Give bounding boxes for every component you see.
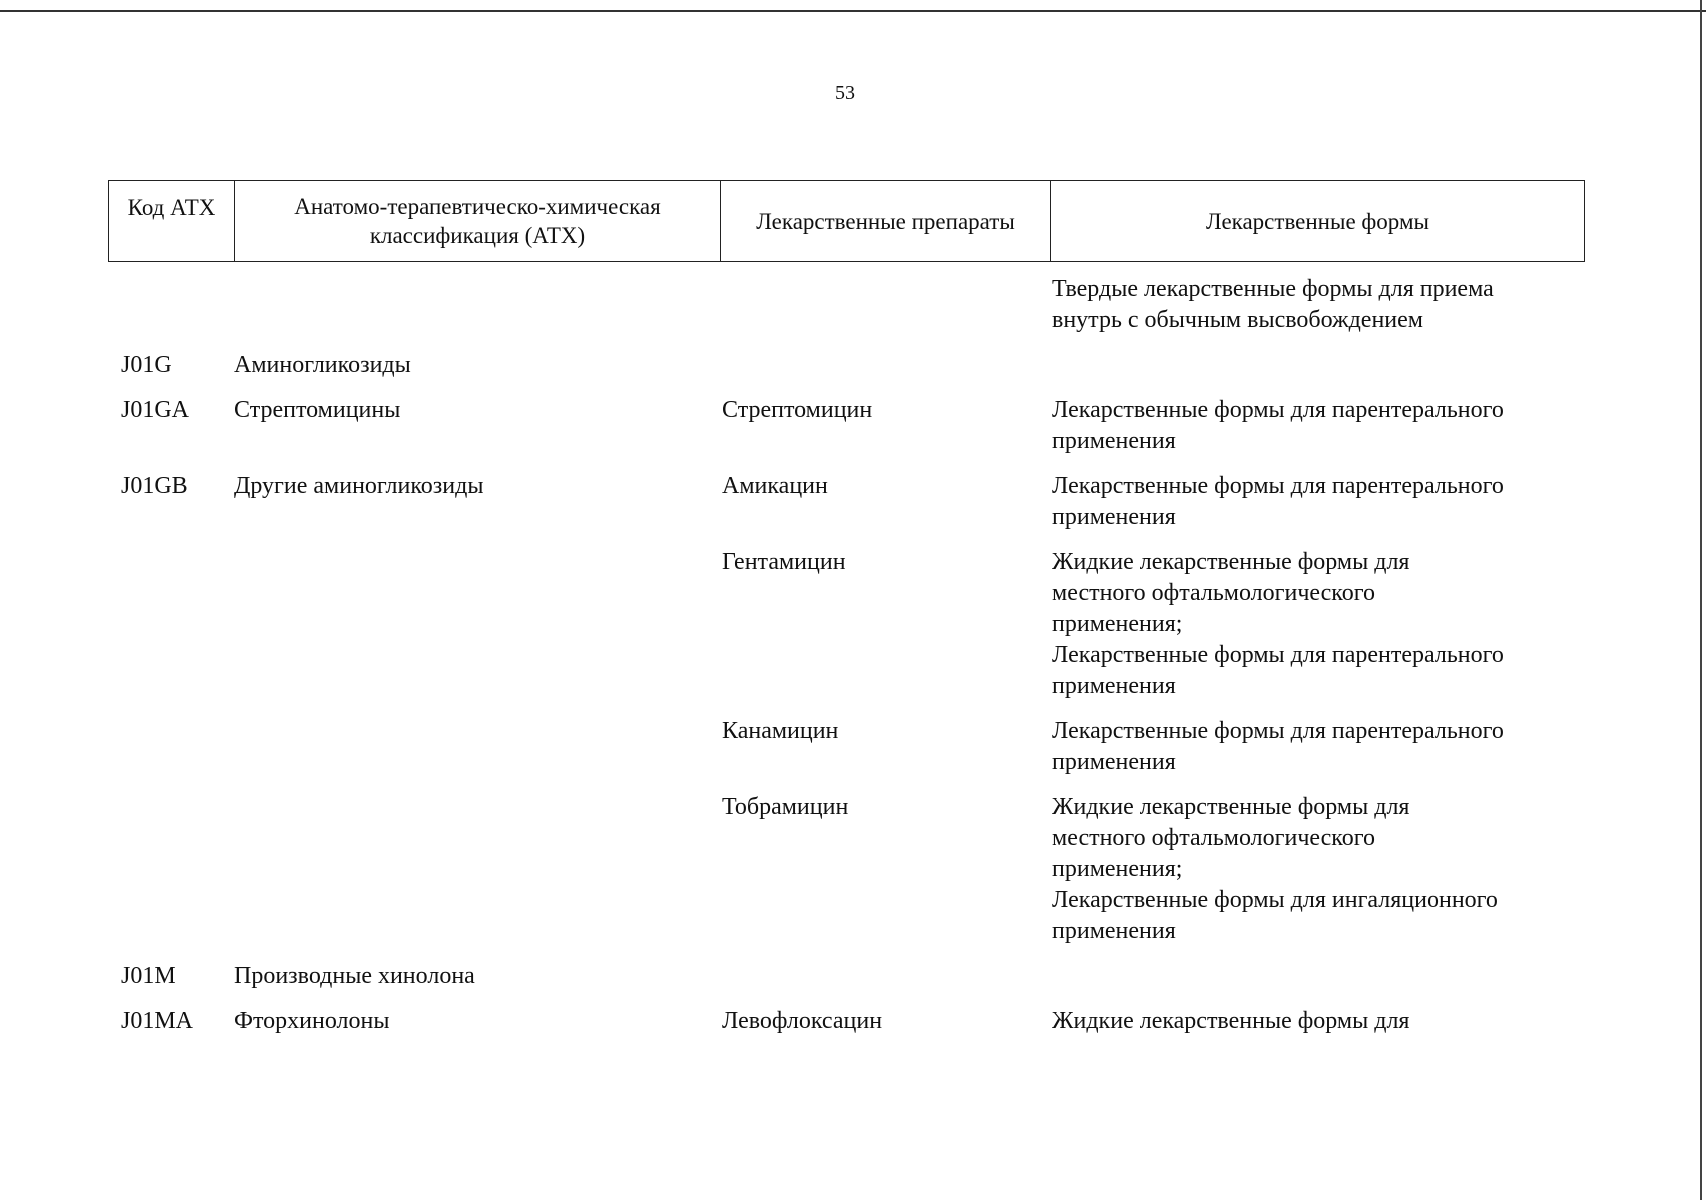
table-header bbox=[108, 180, 1585, 262]
medicine-cell bbox=[710, 961, 1040, 992]
atc-code-cell: J01GB bbox=[121, 473, 188, 499]
atc-name-cell: Аминогликозиды bbox=[234, 352, 411, 378]
header-row bbox=[109, 181, 1585, 262]
atc-code-cell bbox=[108, 274, 226, 336]
table-row bbox=[108, 471, 1584, 533]
medicine-cell bbox=[710, 350, 1040, 381]
atc-name-cell bbox=[226, 792, 710, 947]
table-row bbox=[108, 1006, 1584, 1037]
dosage-form-cell: Лекарственные формы для парентерального применения bbox=[1052, 718, 1504, 775]
atc-code-cell bbox=[108, 547, 226, 702]
atc-name-cell bbox=[226, 274, 710, 336]
medicine-cell bbox=[710, 274, 1040, 336]
medicine-cell: Гентамицин bbox=[722, 549, 846, 575]
table-row bbox=[108, 350, 1584, 381]
table-body bbox=[108, 262, 1584, 1037]
table-row bbox=[108, 274, 1584, 336]
dosage-form-cell: Жидкие лекарственные формы для bbox=[1052, 1008, 1410, 1034]
atc-name-cell bbox=[226, 547, 710, 702]
table-row bbox=[108, 961, 1584, 992]
atc-name-cell: Фторхинолоны bbox=[234, 1008, 390, 1034]
atc-code-cell bbox=[108, 716, 226, 778]
atc-code-cell bbox=[108, 792, 226, 947]
header-dosage-forms: Лекарственные формы bbox=[1051, 181, 1585, 262]
dosage-form-cell: Жидкие лекарственные формы для местного офтальмологического применения; Лекарственные формы для ингаляционного применения bbox=[1052, 794, 1498, 944]
dosage-form-cell: Лекарственные формы для парентерального применения bbox=[1052, 473, 1504, 530]
dosage-form-cell bbox=[1040, 350, 1584, 381]
table-row bbox=[108, 792, 1584, 947]
dosage-form-cell: Лекарственные формы для парентерального применения bbox=[1052, 397, 1504, 454]
header-medicines: Лекарственные препараты bbox=[721, 181, 1051, 262]
table-row bbox=[108, 547, 1584, 702]
dosage-form-cell bbox=[1040, 961, 1584, 992]
atc-code-cell: J01M bbox=[121, 963, 176, 989]
table-row bbox=[108, 395, 1584, 457]
page-number: 53 bbox=[835, 82, 855, 104]
scan-right-edge bbox=[1700, 0, 1702, 1200]
medicine-cell: Левофлоксацин bbox=[722, 1008, 883, 1034]
header-atc-classification: Анатомо-терапевтическо-химическая классификация (АТХ) bbox=[235, 181, 721, 262]
dosage-form-cell: Твердые лекарственные формы для приема внутрь с обычным высвобождением bbox=[1052, 276, 1494, 333]
table-row bbox=[108, 716, 1584, 778]
medicine-cell: Стрептомицин bbox=[722, 397, 873, 423]
atc-name-cell bbox=[226, 716, 710, 778]
medicine-cell: Канамицин bbox=[722, 718, 839, 744]
atc-name-cell: Производные хинолона bbox=[234, 963, 475, 989]
atc-code-cell: J01G bbox=[121, 352, 172, 378]
medicine-cell: Амикацин bbox=[722, 473, 828, 499]
atc-name-cell: Стрептомицины bbox=[234, 397, 401, 423]
medicine-cell: Тобрамицин bbox=[722, 794, 849, 820]
atc-name-cell: Другие аминогликозиды bbox=[234, 473, 484, 499]
atc-code-cell: J01MA bbox=[121, 1008, 194, 1034]
header-atc-code: Код АТХ bbox=[109, 181, 235, 262]
dosage-form-cell: Жидкие лекарственные формы для местного офтальмологического применения; Лекарственные формы для парентерального применения bbox=[1052, 549, 1504, 699]
atc-code-cell: J01GA bbox=[121, 397, 190, 423]
scan-top-edge bbox=[0, 10, 1706, 12]
